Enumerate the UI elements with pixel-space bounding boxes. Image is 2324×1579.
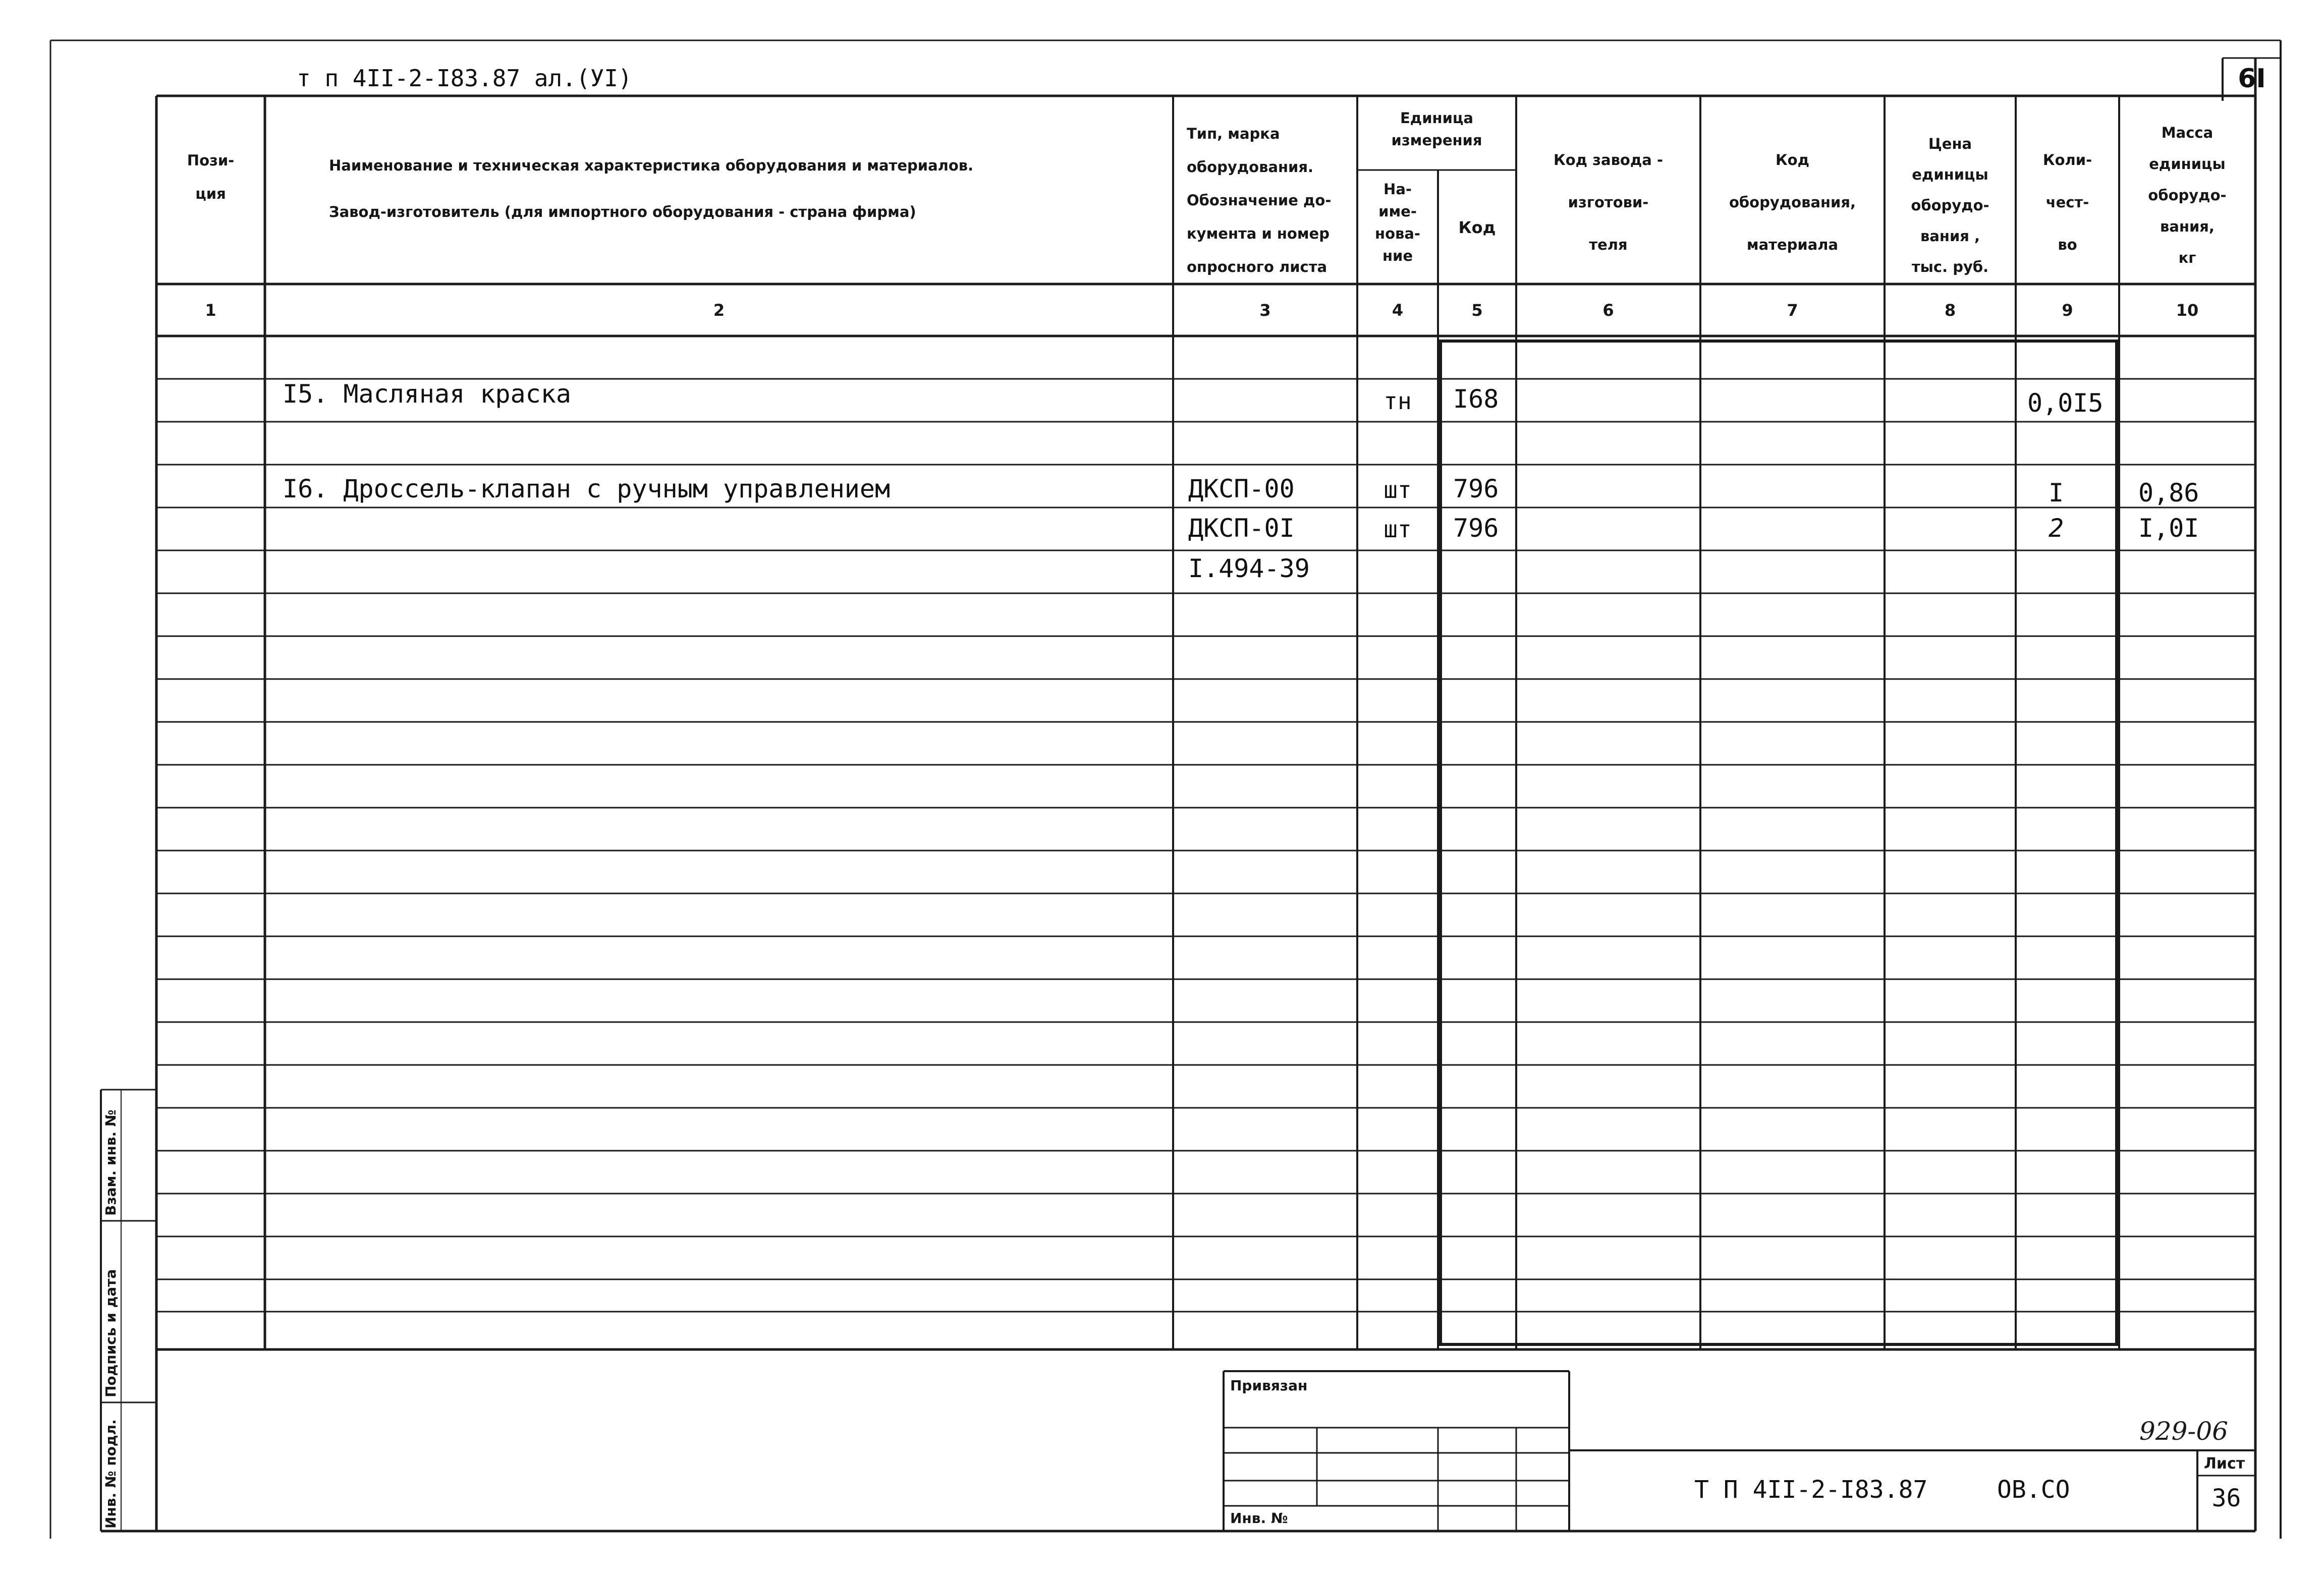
handwritten-code: 929-06	[2139, 1417, 2228, 1446]
column-number: 7	[1787, 301, 1798, 320]
row-name: I6. Дроссель-клапан с ручным управлением	[283, 474, 891, 503]
header-quantity: Коли- чест- во	[2042, 151, 2092, 253]
row-unit-code: 796	[1453, 514, 1499, 543]
bound-inv-label: Инв. №	[1230, 1510, 1288, 1527]
column-number: 8	[1944, 301, 1956, 320]
header-equipment-code: Код оборудования, материала	[1729, 151, 1856, 253]
column-number: 3	[1259, 301, 1271, 320]
row-type: I.494-39	[1188, 554, 1310, 583]
header-type: Тип, марка оборудования. Обозначение до- кумента и номер опросного листа	[1187, 125, 1332, 275]
title-set-code: ОВ.СО	[1997, 1476, 2070, 1504]
row-type: ДКСП-00	[1188, 474, 1295, 503]
row-unit-name: тн	[1384, 387, 1412, 415]
header-name: Наименование и техническая характеристика оборудования и материалов. Завод-изготовитель (для импортного оборудования - страна фирма)	[329, 157, 974, 220]
row-unit-name: шт	[1384, 476, 1412, 503]
column-number: 9	[2062, 301, 2073, 320]
row-mass: I,0I	[2138, 514, 2199, 543]
row-quantity: 2	[2049, 514, 2064, 543]
column-number: 4	[1392, 301, 1404, 320]
row-mass: 0,86	[2138, 478, 2199, 507]
row-quantity: 0,0I5	[2027, 388, 2104, 418]
header-price: Цена единицы оборудо- вания , тыс. руб.	[1911, 135, 1989, 275]
stamp-inv-original: Инв. № подл.	[102, 1419, 119, 1529]
title-doc-code: Т П 4II-2-I83.87	[1694, 1476, 1928, 1504]
column-number: 6	[1602, 301, 1614, 320]
header-unit-group: Единица измерения	[1391, 109, 1482, 149]
row-quantity: I	[2049, 478, 2064, 507]
sheet-number: 36	[2211, 1484, 2241, 1512]
sheet-corner-number: 6I	[2238, 64, 2266, 94]
header-factory-code: Код завода - изготови- теля	[1554, 151, 1663, 253]
column-number: 5	[1471, 301, 1483, 320]
document-title: т п 4II-2-I83.87 ал.(УI)	[297, 65, 632, 92]
row-unit-code: 796	[1453, 474, 1499, 503]
column-number: 10	[2176, 301, 2199, 320]
row-name: I5. Масляная краска	[283, 379, 571, 409]
column-number: 1	[205, 301, 216, 320]
stamp-replace-inv: Взам. инв. №	[102, 1109, 119, 1216]
header-unit-code: Код	[1458, 218, 1496, 237]
column-number: 2	[713, 301, 725, 320]
row-unit-code: I68	[1453, 384, 1499, 414]
header-unit-name: На- име- нова- ние	[1375, 181, 1420, 264]
row-unit-name: шт	[1384, 516, 1412, 543]
header-position: Пози- ция	[187, 152, 235, 202]
sheet-label: Лист	[2204, 1455, 2245, 1473]
row-type: ДКСП-0I	[1188, 514, 1295, 543]
stamp-sign-date: Подпись и дата	[102, 1269, 119, 1397]
bound-title: Привязан	[1230, 1377, 1308, 1394]
header-mass: Масса единицы оборудо- вания, кг	[2148, 124, 2227, 266]
